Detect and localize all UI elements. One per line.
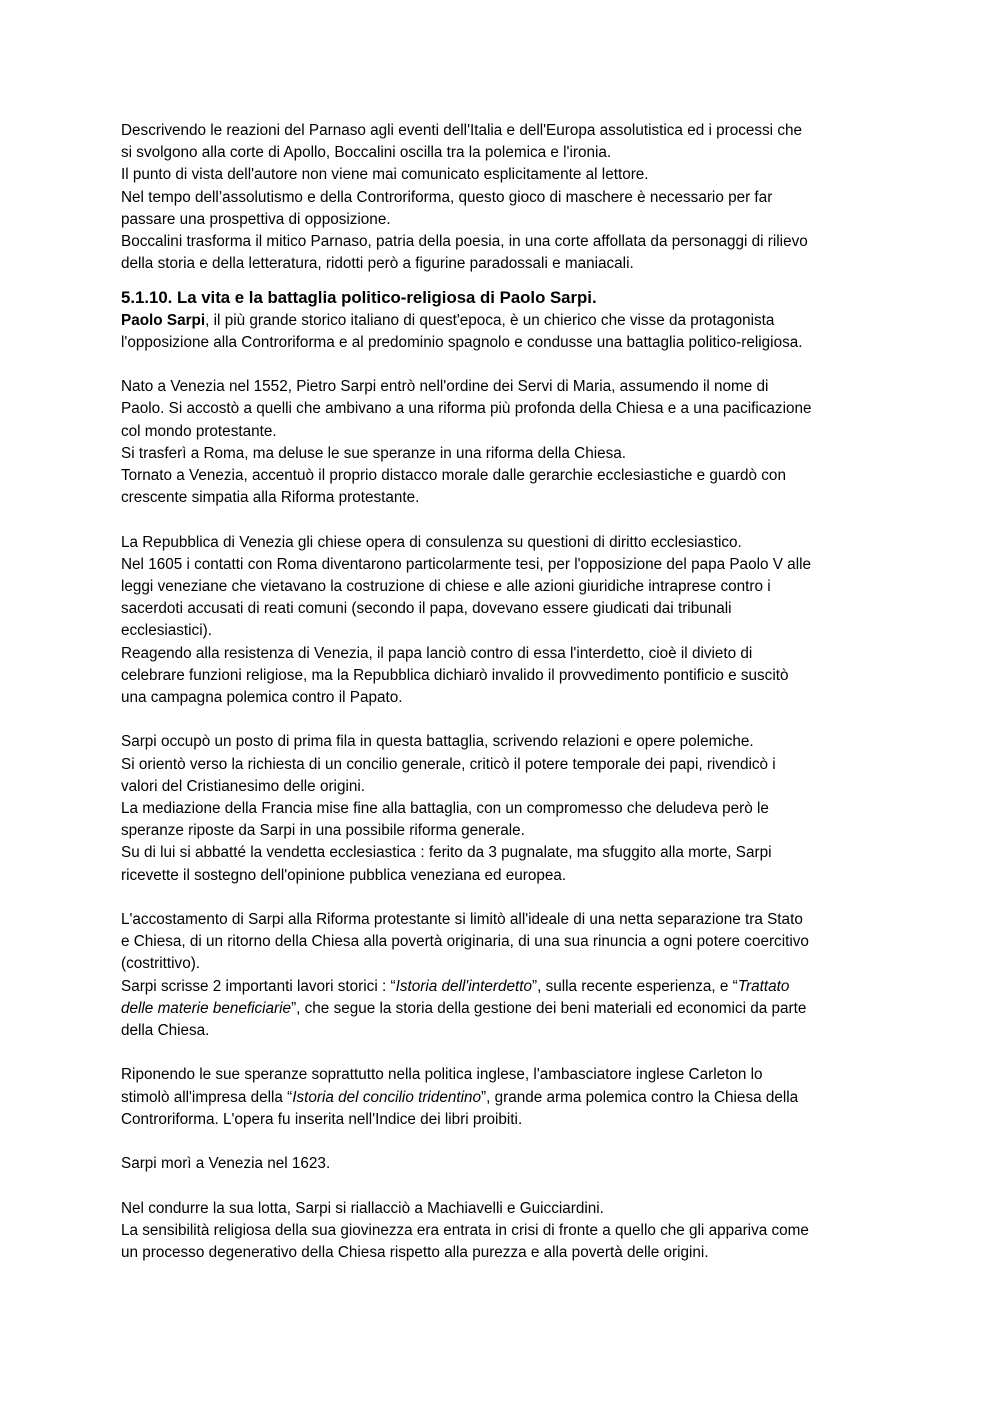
text-line: Si orientò verso la richiesta di un concilio generale, criticò il potere temporale dei papi, rivendicò i — [121, 755, 776, 773]
paragraph-battle — [121, 731, 891, 886]
text-line: Descrivendo le reazioni del Parnaso agli eventi dell'Italia e dell'Europa assolutistica ed i processi che — [121, 122, 802, 139]
text-line: Su di lui si abbatté la vendetta ecclesiastica : ferito da 3 pugnalate, ma sfuggito alla morte, Sarpi — [121, 844, 772, 862]
text-line: si svolgono alla corte di Apollo, Boccalini oscilla tra la polemica e l'ironia. — [121, 144, 612, 162]
text-line: La mediazione della Francia mise fine alla battaglia, con un compromesso che deludeva però le — [121, 800, 769, 818]
work-title: Trattato — [737, 977, 790, 995]
section-heading: 5.1.10. La vita e la battaglia politico-religiosa di Paolo Sarpi. — [121, 288, 597, 308]
text-line: ricevette il sostegno dell'opinione pubblica veneziana ed europea. — [121, 866, 567, 884]
text-fragment: stimolò all'impresa della “ — [121, 1088, 293, 1106]
text-line: Il punto di vista dell'autore non viene mai comunicato esplicitamente al lettore. — [121, 166, 649, 184]
text-line: col mondo protestante. — [121, 422, 277, 440]
text-line: passare una prospettiva di opposizione. — [121, 210, 391, 228]
text-line: Boccalini trasforma il mitico Parnaso, patria della poesia, in una corte affollata da personaggi di rilievo — [121, 233, 808, 251]
text-line — [121, 310, 891, 332]
text-line: Sarpi morì a Venezia nel 1623. — [121, 1155, 331, 1173]
text-fragment: ”, che segue la storia della gestione dei beni materiali ed economici da parte — [291, 999, 807, 1017]
text-line: della storia e della letteratura, ridotti però a figurine paradossali e maniacali. — [121, 255, 634, 273]
text-line: Controriforma. L'opera fu inserita nell'Indice dei libri proibiti. — [121, 1110, 523, 1128]
text-line — [121, 998, 891, 1020]
text-line: Nato a Venezia nel 1552, Pietro Sarpi entrò nell'ordine dei Servi di Maria, assumendo il nome di — [121, 378, 769, 396]
text-line — [121, 976, 891, 998]
text-line: Reagendo alla resistenza di Venezia, il papa lanciò contro di essa l'interdetto, cioè il divieto di — [121, 644, 753, 662]
text-line: una campagna polemica contro il Papato. — [121, 689, 403, 707]
document-page — [121, 120, 891, 1264]
paragraph-gap — [121, 887, 891, 909]
text-line: e Chiesa, di un ritorno della Chiesa alla povertà originaria, di una sua rinuncia a ogni potere coercitivo — [121, 933, 809, 951]
paragraph-biography — [121, 376, 891, 509]
paragraph-reform-works — [121, 909, 891, 1042]
text-line: La sensibilità religiosa della sua giovinezza era entrata in crisi di fronte a quello che gli appariva come — [121, 1221, 809, 1239]
text-line: speranze riposte da Sarpi in una possibile riforma generale. — [121, 822, 525, 840]
text-line: un processo degenerativo della Chiesa rispetto alla purezza e alla povertà delle origini. — [121, 1244, 709, 1262]
text-line: Nel tempo dell’assolutismo e della Controriforma, questo gioco di maschere è necessario per far — [121, 188, 773, 206]
paragraph-gap — [121, 1175, 891, 1197]
paragraph-gap — [121, 1042, 891, 1064]
text-line: sacerdoti accusati di reati comuni (secondo il papa, dovevano essere giudicati dai tribunali — [121, 600, 732, 618]
intro-paragraph — [121, 120, 891, 275]
text-line: Nel 1605 i contatti con Roma diventarono particolarmente tesi, per l'opposizione del papa Paolo V alle — [121, 555, 811, 573]
paragraph-gap — [121, 354, 891, 376]
paragraph-conclusion — [121, 1198, 891, 1265]
text-fragment: ”, sulla recente esperienza, e “ — [532, 977, 738, 995]
text-line: della Chiesa. — [121, 1022, 210, 1040]
text-fragment: , il più grande storico italiano di quest'epoca, è un chierico che visse da protagonista — [205, 311, 775, 329]
text-line: L'accostamento di Sarpi alla Riforma protestante si limitò all'ideale di una netta separazione tra Stato — [121, 911, 803, 929]
text-line: l'opposizione alla Controriforma e al predominio spagnolo e condusse una battaglia politico-religiosa. — [121, 333, 803, 351]
paragraph-venice-interdict — [121, 532, 891, 710]
text-line: (costrittivo). — [121, 955, 201, 973]
paragraph-council — [121, 1064, 891, 1131]
paragraph-sarpi-intro — [121, 310, 891, 354]
text-line: ecclesiastici). — [121, 622, 212, 640]
text-line: Tornato a Venezia, accentuò il proprio distacco morale dalle gerarchie ecclesiastiche e guardò con — [121, 467, 786, 485]
text-line: Paolo. Si accostò a quelli che ambivano a una riforma più profonda della Chiesa e a una pacificazione — [121, 400, 812, 418]
text-line: La Repubblica di Venezia gli chiese opera di consulenza su questioni di diritto ecclesiastico. — [121, 533, 742, 551]
paragraph-death — [121, 1153, 891, 1175]
paragraph-gap — [121, 709, 891, 731]
paragraph-gap — [121, 1131, 891, 1153]
text-fragment: Sarpi scrisse 2 importanti lavori storici : “ — [121, 977, 396, 995]
text-line: celebrare funzioni religiose, ma la Repubblica dichiarò invalido il provvedimento pontificio e suscitò — [121, 666, 789, 684]
text-line: crescente simpatia alla Riforma protestante. — [121, 489, 420, 507]
text-line: Sarpi occupò un posto di prima fila in questa battaglia, scrivendo relazioni e opere polemiche. — [121, 733, 754, 751]
text-line: Nel condurre la sua lotta, Sarpi si riallacciò a Machiavelli e Guicciardini. — [121, 1199, 604, 1217]
text-line — [121, 1087, 891, 1109]
text-line: Riponendo le sue speranze soprattutto nella politica inglese, l'ambasciatore inglese Carleton lo — [121, 1066, 763, 1084]
paragraph-gap — [121, 509, 891, 531]
work-title: Istoria del concilio tridentino — [292, 1088, 482, 1106]
work-title: delle materie beneficiarie — [121, 999, 292, 1017]
person-name: Paolo Sarpi — [121, 311, 206, 329]
text-line: valori del Cristianesimo delle origini. — [121, 777, 366, 795]
text-line: Si trasferì a Roma, ma deluse le sue speranze in una riforma della Chiesa. — [121, 444, 627, 462]
work-title: Istoria dell'interdetto — [395, 977, 532, 995]
text-fragment: ”, grande arma polemica contro la Chiesa della — [481, 1088, 799, 1106]
text-line: leggi veneziane che vietavano la costruzione di chiese e alle azioni giuridiche intraprese contro i — [121, 578, 771, 596]
